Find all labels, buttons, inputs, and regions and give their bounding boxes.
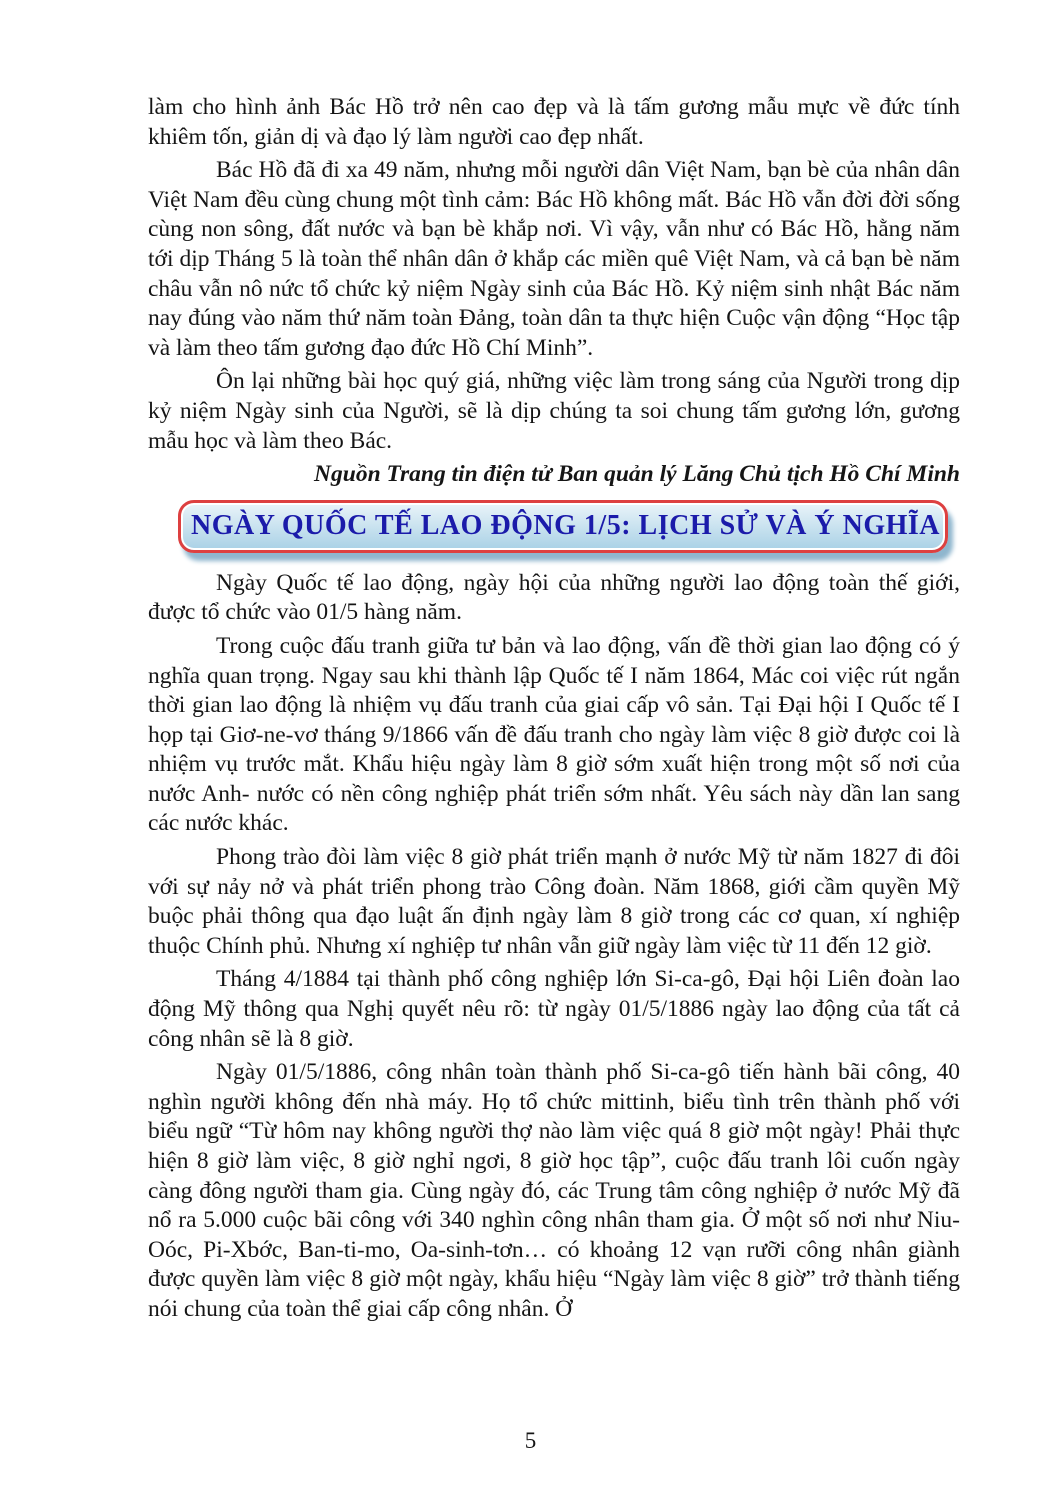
section-heading-box xyxy=(178,500,948,553)
paragraph-section-1: Ngày Quốc tế lao động, ngày hội của những người lao động toàn thế giới, được tổ chức vào 01/5 hàng năm. xyxy=(148,569,960,626)
paragraph-section-3: Phong trào đòi làm việc 8 giờ phát triển mạnh ở nước Mỹ từ năm 1827 đi đôi với sự nảy nở và phát triển phong trào Công đoàn. Năm 1868, giới cầm quyền Mỹ buộc phải thông qua đạo luật ấn định ngày làm 8 giờ trong các cơ quan, xí nghiệp thuộc Chính phủ. Nhưng xí nghiệp tư nhân vẫn giữ ngày làm việc từ 11 đến 12 giờ. xyxy=(148,844,960,959)
paragraph-section-2: Trong cuộc đấu tranh giữa tư bản và lao động, vấn đề thời gian lao động có ý nghĩa quan trọng. Ngay sau khi thành lập Quốc tế I năm 1864, Mác coi việc rút ngắn thời gian lao động là nhiệm vụ đấu tranh của giai cấp vô sản. Tại Đại hội I Quốc tế I họp tại Giơ-ne-vơ tháng 9/1866 vấn đề đấu tranh cho ngày làm việc 8 giờ được coi là nhiệm vụ trước mắt. Khẩu hiệu ngày làm 8 giờ sớm xuất hiện trong một số nơi của nước Anh- nước có nền công nghiệp phát triển sớm nhất. Yêu sách này dần lan sang các nước khác. xyxy=(148,632,960,837)
paragraph-intro-on-lai: Ôn lại những bài học quý giá, những việc làm trong sáng của Người trong dịp kỷ niệm Ngày sinh của Người, sẽ là dịp chúng ta soi chung tấm gương lớn, gương mẫu học và làm theo Bác. xyxy=(148,368,960,454)
paragraph-intro-continuation: làm cho hình ảnh Bác Hồ trở nên cao đẹp và là tấm gương mẫu mực về đức tính khiêm tốn, giản dị và đạo lý làm người cao đẹp nhất. xyxy=(148,94,960,150)
source-attribution: Nguồn Trang tin điện tử Ban quản lý Lăng Chủ tịch Hồ Chí Minh xyxy=(314,461,960,488)
section-heading-title: NGÀY QUỐC TẾ LAO ĐỘNG 1/5: LỊCH SỬ VÀ Ý NGHĨA xyxy=(191,509,941,541)
paragraph-intro-bac-ho: Bác Hồ đã đi xa 49 năm, nhưng mỗi người dân Việt Nam, bạn bè của nhân dân Việt Nam đều cùng chung một tình cảm: Bác Hồ không mất. Bác Hồ vẫn đời đời sống cùng non sông, đất nước và bạn bè khắp nơi. Vì vậy, vẫn như có Bác Hồ, hằng năm tới dịp Tháng 5 là toàn thể nhân dân ở khắp các miền quê Việt Nam, và cả bạn bè năm châu vẫn nô nức tổ chức kỷ niệm Ngày sinh của Bác Hồ. Kỷ niệm sinh nhật Bác năm nay đúng vào năm thứ năm toàn Đảng, toàn dân ta thực hiện Cuộc vận động “Học tập và làm theo tấm gương đạo đức Hồ Chí Minh”. xyxy=(148,157,960,361)
paragraph-section-4: Tháng 4/1884 tại thành phố công nghiệp lớn Si-ca-gô, Đại hội Liên đoàn lao động Mỹ thông qua Nghị quyết nêu rõ: từ ngày 01/5/1886 ngày lao động của tất cả công nhân sẽ là 8 giờ. xyxy=(148,966,960,1052)
paragraph-section-5: Ngày 01/5/1886, công nhân toàn thành phố Si-ca-gô tiến hành bãi công, 40 nghìn người không đến nhà máy. Họ tổ chức mittinh, biểu tình trên thành phố với biểu ngữ “Từ hôm nay không người thợ nào làm việc quá 8 giờ một ngày! Phải thực hiện 8 giờ làm việc, 8 giờ nghỉ ngơi, 8 giờ học tập”, cuộc đấu tranh lôi cuốn ngày càng đông người tham gia. Cùng ngày đó, các Trung tâm công nghiệp ở nước Mỹ đã nổ ra 5.000 cuộc bãi công với 340 nghìn công nhân tham gia. Ở một số nơi như Niu-Oóc, Pi-Xbớc, Ban-ti-mo, Oa-sinh-tơn… có khoảng 12 vạn rưỡi công nhân giành được quyền làm việc 8 giờ một ngày, khẩu hiệu “Ngày làm việc 8 giờ” trở thành tiếng nói chung của toàn thể giai cấp công nhân. Ở xyxy=(148,1059,960,1322)
page-number: 5 xyxy=(524,1428,537,1453)
